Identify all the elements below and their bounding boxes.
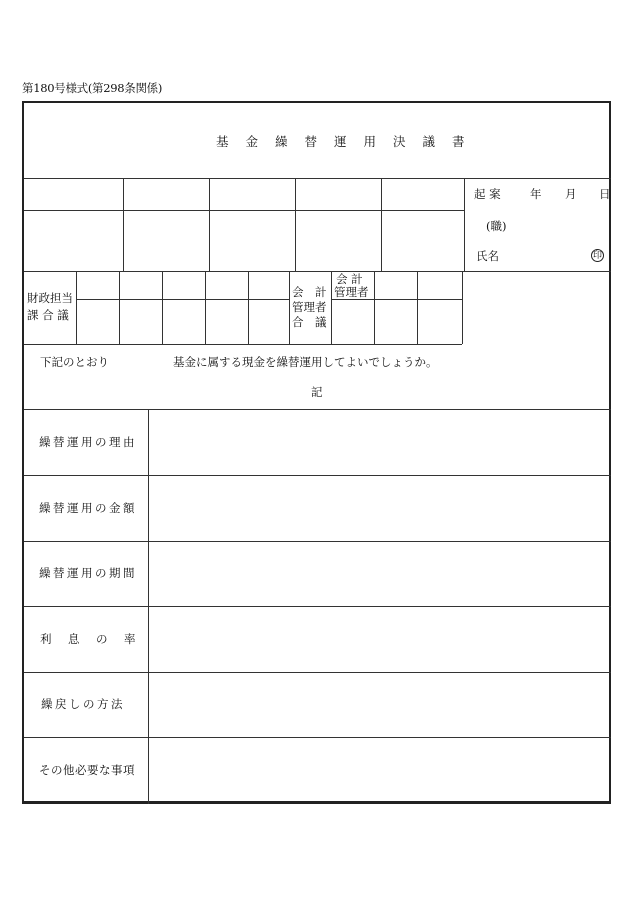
approval-bottom-line — [24, 344, 462, 345]
approval-col-line-3 — [162, 271, 163, 344]
form-title: 基金繰替運用決議書 — [216, 134, 482, 149]
approval-col-line-7 — [331, 271, 332, 344]
seal-icon: 印 — [592, 251, 602, 261]
row-divider-3 — [24, 606, 611, 607]
approval-mid-line — [76, 299, 289, 300]
row-label-other-matters: その他必要な事項 — [39, 763, 135, 777]
approval-col-line-2 — [119, 271, 120, 344]
row-label-repayment-method: 繰戻しの方法 — [41, 697, 125, 711]
sign-col-line-2 — [209, 178, 210, 271]
name-label: 氏名 — [476, 249, 499, 263]
statement-bottom-line — [24, 409, 611, 410]
accounting-consult-label-line3: 合 議 — [292, 315, 327, 329]
month-label: 月 — [565, 187, 577, 201]
row-label-reason: 繰替運用の理由 — [39, 435, 137, 449]
finance-consult-label-line2: 課 合 議 — [27, 308, 69, 322]
row-divider-4 — [24, 672, 611, 673]
row-divider-1 — [24, 475, 611, 476]
statement-body: 基金に属する現金を繰替運用してよいでしょうか。 — [173, 355, 438, 369]
row-divider-5 — [24, 737, 611, 738]
fund-diversion-resolution-form — [22, 101, 611, 804]
year-label: 年 — [530, 187, 542, 201]
approval-mid-line-right — [331, 299, 462, 300]
approval-col-line-8 — [374, 271, 375, 344]
approval-col-line-4 — [205, 271, 206, 344]
sign-col-line-1 — [123, 178, 124, 271]
position-label: (職) — [486, 219, 507, 233]
header-bottom-line — [24, 271, 611, 272]
title-bottom-line — [24, 178, 611, 179]
row-divider-2 — [24, 541, 611, 542]
approval-col-line-5 — [248, 271, 249, 344]
sign-col-line-5 — [464, 178, 465, 271]
statement-lead: 下記のとおり — [40, 355, 109, 369]
row-label-amount: 繰替運用の金額 — [39, 501, 137, 515]
statement-ki: 記 — [311, 385, 323, 399]
approval-col-line-1 — [76, 271, 77, 344]
approval-col-line-10 — [462, 271, 463, 344]
sign-col-line-4 — [381, 178, 382, 271]
sign-row-divider — [24, 210, 464, 211]
accounting-consult-label-line2: 管理者 — [292, 300, 327, 314]
finance-consult-label-line1: 財政担当 — [27, 291, 73, 305]
day-label: 日 — [599, 187, 611, 201]
draft-label: 起 案 — [474, 187, 501, 201]
row-label-interest-rate: 利 息 の 率 — [40, 632, 138, 646]
approval-col-line-9 — [417, 271, 418, 344]
form-number-caption: 第180号様式(第298条関係) — [22, 81, 163, 95]
label-column-line — [148, 409, 149, 804]
accounting-consult-label-line1: 会 計 — [292, 285, 327, 299]
sign-col-line-3 — [295, 178, 296, 271]
row-label-period: 繰替運用の期間 — [39, 566, 137, 580]
accounting-manager-label-line1: 会 計 — [336, 272, 363, 286]
accounting-manager-label-line2: 管理者 — [334, 285, 369, 299]
approval-col-line-6 — [289, 271, 290, 344]
